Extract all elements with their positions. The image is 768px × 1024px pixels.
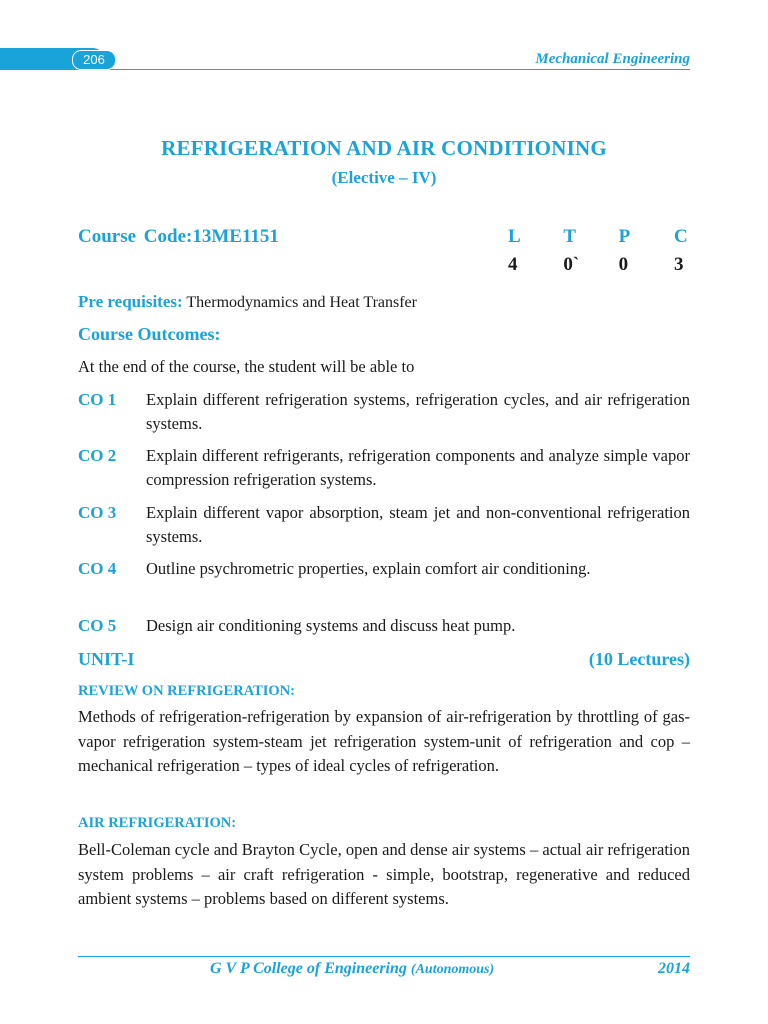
header-department: Mechanical Engineering: [535, 51, 690, 67]
outcome-code: CO 4: [78, 559, 117, 578]
prerequisites: [78, 292, 417, 312]
page-number: 206: [72, 50, 116, 70]
outcome-code: CO 2: [78, 446, 117, 465]
ltpc-value: 0`: [563, 254, 580, 275]
unit-lectures: (10 Lectures): [588, 649, 690, 669]
ltpc-table: [508, 226, 690, 282]
outcome-text: Design air conditioning systems and discuss heat pump.: [146, 616, 516, 635]
prerequisites-label: Pre requisites:: [78, 292, 183, 311]
outcomes-intro: At the end of the course, the student will be able to: [78, 357, 415, 376]
ltpc-label: C: [673, 226, 688, 247]
ltpc-value: 3: [673, 254, 684, 275]
ltpc-value: 0: [618, 254, 629, 275]
section-text: Bell-Coleman cycle and Brayton Cycle, open and dense air systems – actual air refrigeration system problems – air craft refrigeration - simple, bootstrap, regenerative and reduced ambient systems – problems based on different systems.: [78, 840, 690, 908]
outcome-code: CO 3: [78, 503, 117, 522]
outcome-text: Explain different vapor absorption, steam jet and non-conventional refrigeration systems.: [146, 503, 690, 546]
outcome-text: Explain different refrigerants, refrigeration components and analyze simple vapor compression refrigeration systems.: [146, 446, 690, 489]
section-heading: REVIEW ON REFRIGERATION:: [78, 683, 295, 699]
footer-college-name: G V P College of Engineering: [210, 960, 407, 977]
footer-autonomous: (Autonomous): [410, 962, 495, 977]
unit-name: UNIT-I: [78, 649, 135, 669]
unit-heading: [78, 649, 690, 670]
outcome-item: [78, 557, 690, 581]
ltpc-value: 4: [508, 254, 518, 275]
prerequisites-value: Thermodynamics and Heat Transfer: [186, 294, 417, 311]
outcome-item: [78, 444, 690, 492]
section-text: Methods of refrigeration-refrigeration by expansion of air-refrigeration by throttling of gas-vapor refrigeration system-steam jet refrigeration system-unit of refrigeration and cop –mechanical refrigeration – types of ideal cycles of refrigeration.: [78, 707, 690, 775]
outcomes-heading: Course Outcomes:: [78, 324, 221, 344]
course-code: Course Code:13ME1151: [78, 226, 279, 247]
ltpc-label: P: [618, 226, 631, 247]
course-title: REFRIGERATION AND AIR CONDITIONING: [161, 136, 607, 160]
outcome-code: CO 5: [78, 616, 117, 635]
footer-college: [210, 960, 494, 978]
outcome-code: CO 1: [78, 390, 117, 409]
ltpc-values: [508, 254, 690, 282]
ltpc-labels: [508, 226, 690, 254]
outcome-item: [78, 388, 690, 436]
outcome-item: [78, 501, 690, 549]
section-heading: AIR REFRIGERATION:: [78, 815, 237, 831]
footer-year: 2014: [658, 960, 690, 977]
footer-rule: [78, 956, 690, 957]
ltpc-label: T: [563, 226, 577, 247]
outcome-item: [78, 614, 690, 638]
outcome-text: Explain different refrigeration systems, refrigeration cycles, and air refrigeration systems.: [146, 390, 690, 433]
outcome-text: Outline psychrometric properties, explain comfort air conditioning.: [146, 559, 591, 578]
course-subtitle: (Elective – IV): [331, 168, 437, 187]
ltpc-label: L: [508, 226, 521, 247]
header-rule: [104, 69, 690, 70]
